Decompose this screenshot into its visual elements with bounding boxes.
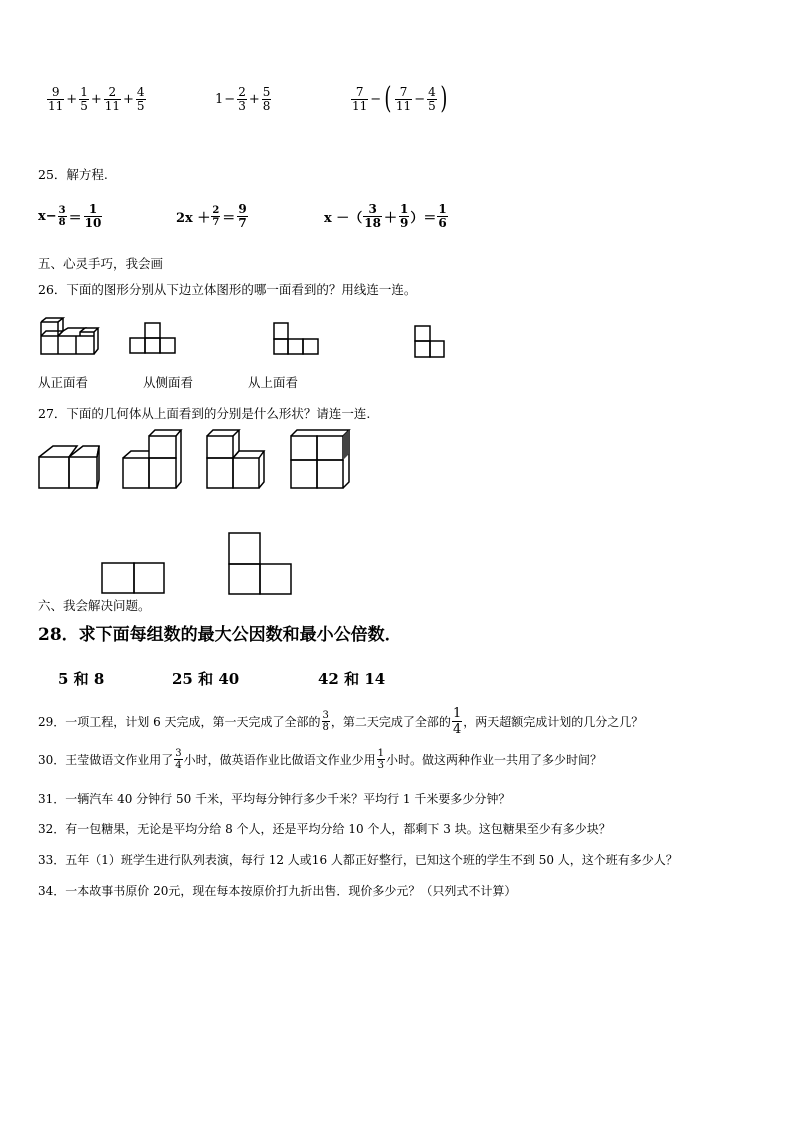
q27-solid-c <box>205 426 267 492</box>
q26-view-2 <box>274 320 324 356</box>
q27-top-view-2 <box>228 532 294 596</box>
section-6-heading: 六、我会解决问题。 <box>38 598 151 613</box>
q27-title: 27．下面的几何体从上面看到的分别是什么形状？请连一连. <box>38 406 371 421</box>
equation-3: x －（ $\frac{3}{18}$ ＋ $\frac{1}{9}$ ）＝ $\frac{1}{6}$ <box>324 202 447 230</box>
equation-2: 2x ＋ $\frac{2}{7}$ ＝ $\frac{9}{7}$ <box>176 202 247 230</box>
q26-label-front: 从正面看 <box>38 375 89 390</box>
q28-pair-2: 25 和 40 <box>172 670 240 688</box>
q28-pair-1: 5 和 8 <box>58 670 105 688</box>
q31: 31．一辆汽车 40 分钟行 50 千米，平均每分钟行多少千米？平均行 1 千米要多少分钟？ <box>38 792 511 806</box>
expr-3: $\frac{7}{11}$ − ( $\frac{7}{11}$ − $\frac{4}{5}$ ) <box>352 81 448 116</box>
q34: 34．一本故事书原价 20元，现在每本按原价打九折出售．现价多少元？（只列式不计算） <box>38 884 517 898</box>
q26-solid-figure <box>38 316 100 356</box>
q33: 33．五年（1）班学生进行队列表演，每行 12 人或16 人都正好整行，已知这个班的学生不到 50 人，这个班有多少人？ <box>38 853 678 867</box>
q27-solid-a <box>37 442 103 492</box>
equation-1: x− $\frac{3}{8}$ ＝ $\frac{1}{10}$ <box>38 202 102 230</box>
q27-solid-b <box>121 426 183 492</box>
q26-label-side: 从侧面看 <box>143 375 194 390</box>
q27-solid-d <box>289 426 351 492</box>
section-5-heading: 五、心灵手巧，我会画 <box>38 256 164 271</box>
q26-title: 26．下面的图形分别从下边立体图形的哪一面看到的？用线连一连。 <box>38 282 417 297</box>
q27-top-view-1 <box>101 562 167 596</box>
q26-view-1 <box>130 320 180 356</box>
q32: 32．有一包糖果，无论是平均分给 8 个人，还是平均分给 10 个人，都剩下 3 块。这包糖果至少有多少块？ <box>38 822 611 836</box>
q30: 30．王莹做语文作业用了 $\frac{3}{4}$ 小时，做英语作业比做语文作业少用 $\frac{1}{3}$ 小时。做这两种作业一共用了多少时间？ <box>38 748 603 771</box>
expr-2: 1 − $\frac{2}{3}$ + $\frac{5}{8}$ <box>215 85 271 113</box>
q26-view-3 <box>414 322 450 362</box>
expr-1: $\frac{9}{11}$ + $\frac{1}{5}$ + $\frac{2}{11}$ + $\frac{4}{5}$ <box>48 85 145 113</box>
q29: 29．一项工程，计划 6 天完成，第一天完成了全部的 $\frac{3}{8}$ ，第二天完成了全部的 $\frac{1}{4}$ ，两天超额完成计划的几分之几？ <box>38 706 644 737</box>
q26-label-top: 从上面看 <box>248 375 299 390</box>
q28-pair-3: 42 和 14 <box>318 670 386 688</box>
q25-title: 25．解方程. <box>38 167 108 182</box>
q28-title: 28．求下面每组数的最大公因数和最小公倍数． <box>38 625 402 645</box>
